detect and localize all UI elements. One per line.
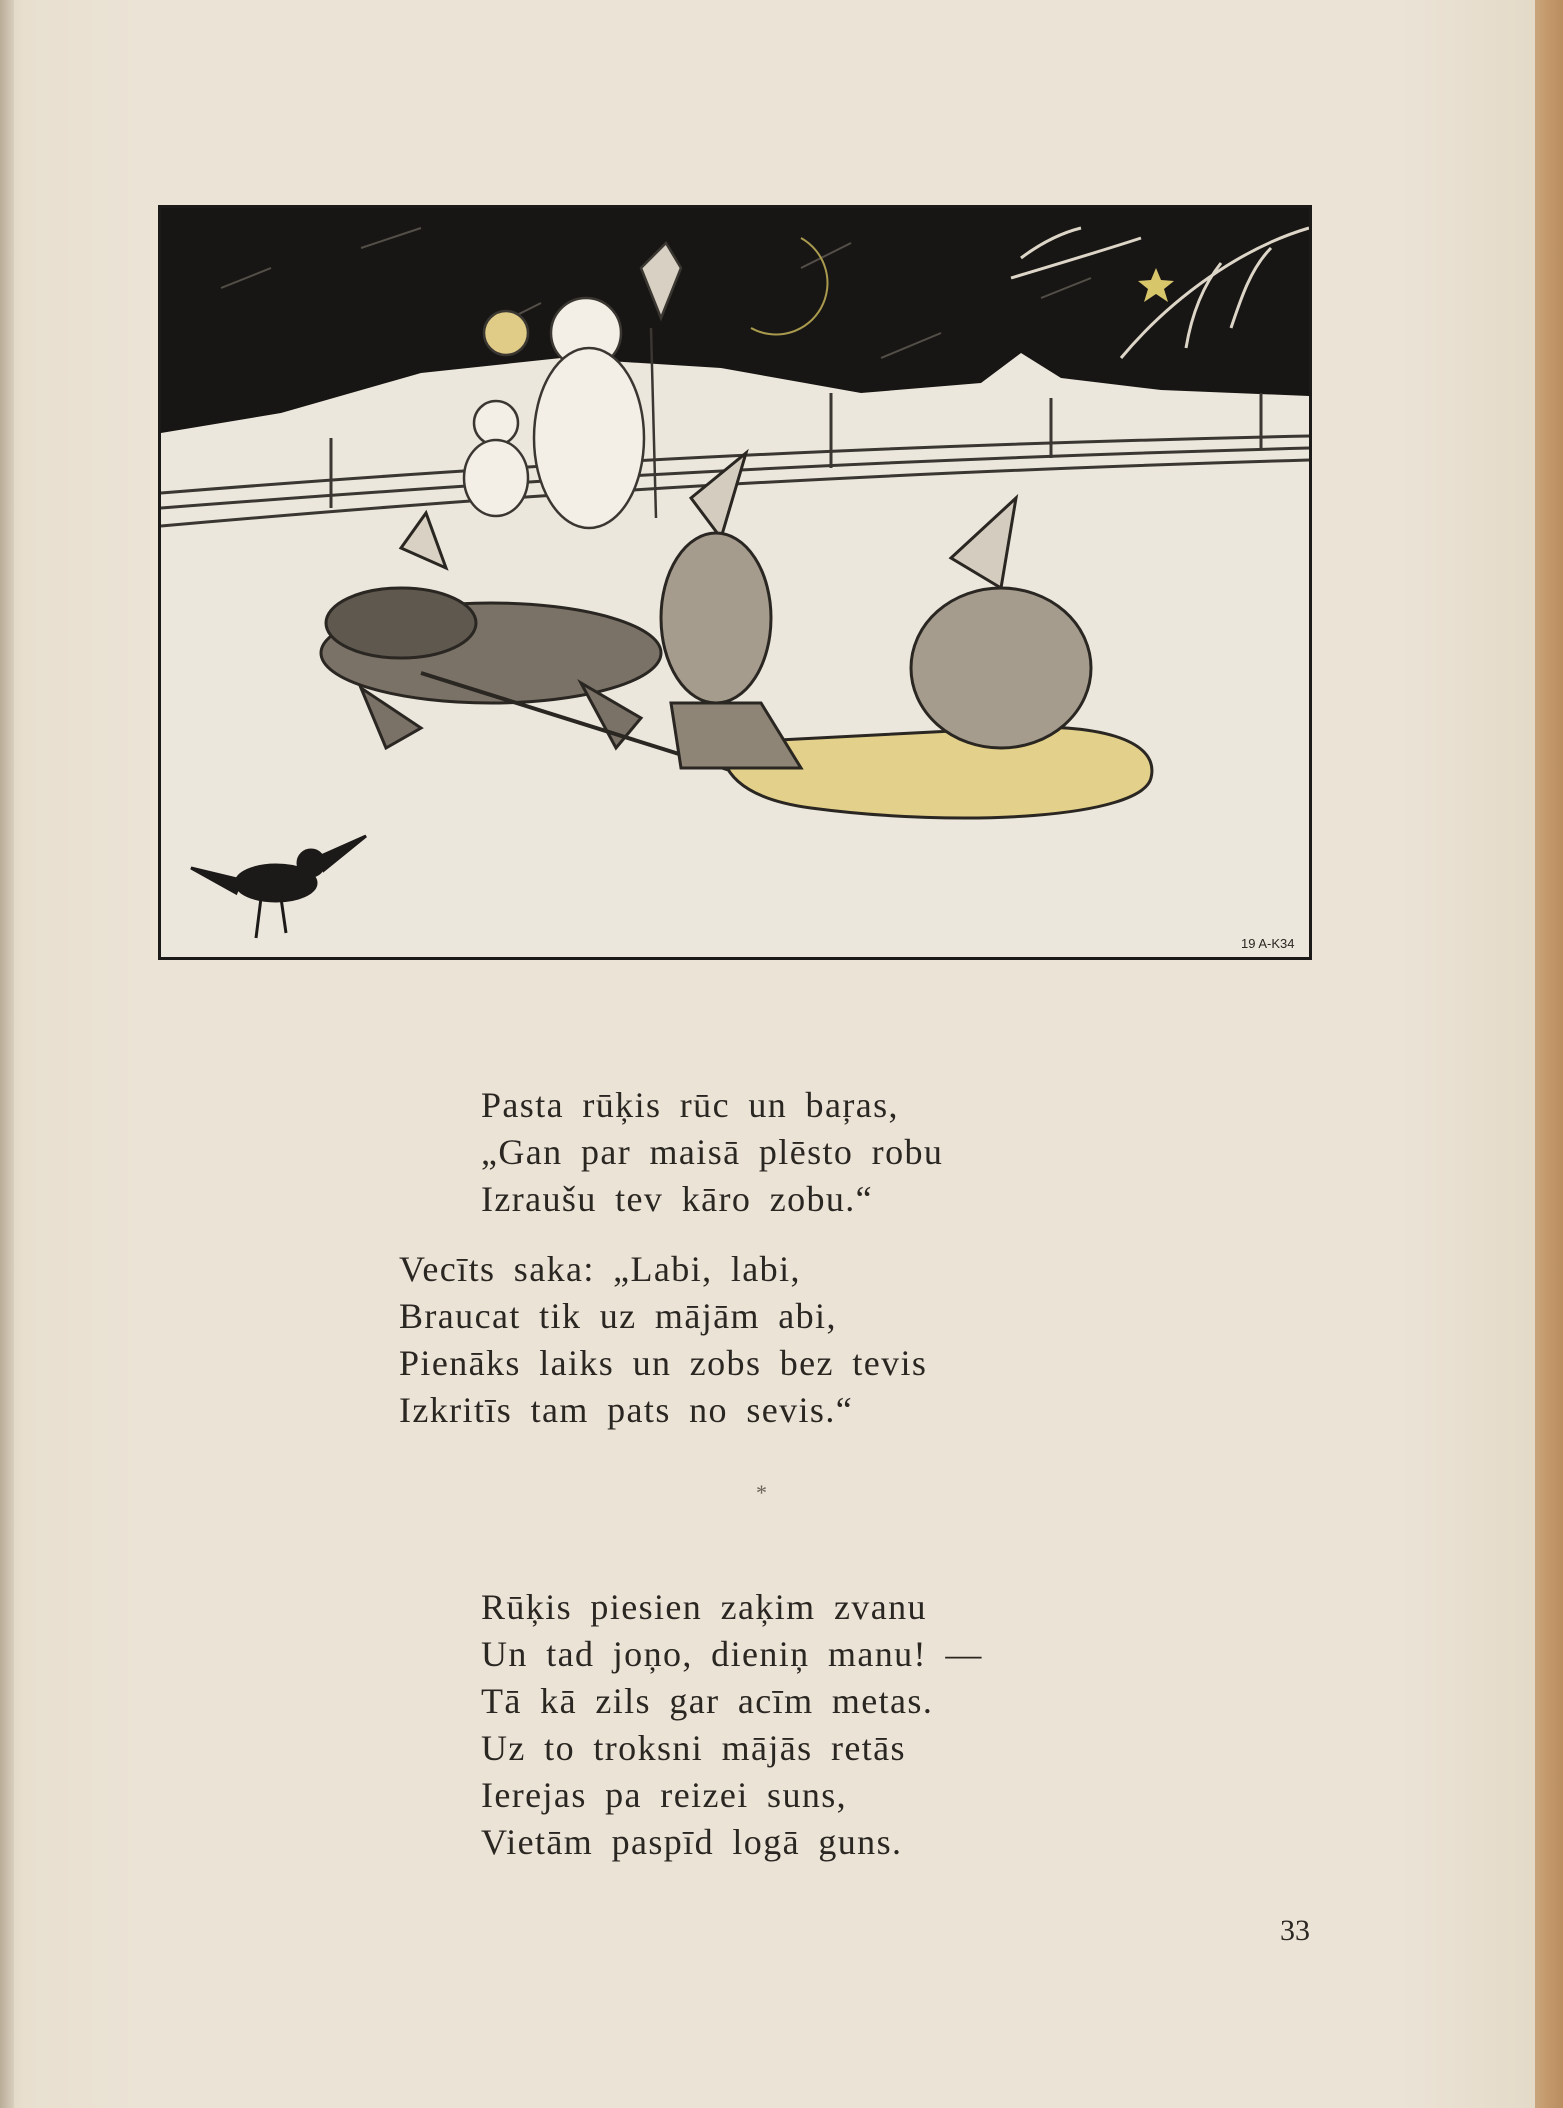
verse-line: Un tad joņo, dieniņ manu! — [481,1634,983,1674]
verse-line: Vietām paspīd logā guns. [481,1822,903,1862]
page-number: 33 [1280,1914,1310,1947]
small-snowman [464,401,528,516]
winter-illustration [158,205,1312,960]
verse-line: Braucat tik uz mājām abi, [399,1296,837,1336]
stanza [399,1246,927,1434]
stanza [481,1584,983,1866]
verse-line: Rūķis piesien zaķim zvanu [481,1587,927,1627]
stanza-separator: * [756,1480,767,1505]
verse-line: Izkritīs tam pats no sevis.“ [399,1390,854,1430]
verse-line: Pasta rūķis rūc un baŗas, [481,1085,899,1125]
verse-line: Vecīts saka: „Labi, labi, [399,1249,801,1289]
verse-line: Izraušu tev kāro zobu.“ [481,1179,874,1219]
verse-line: Ierejas pa reizei suns, [481,1775,848,1815]
verse-line: Pienāks laiks un zobs bez tevis [399,1343,928,1383]
verse-line: „Gan par maisā plēsto robu [481,1132,944,1172]
page-edge [1535,0,1563,2108]
verse-line: Tā kā zils gar acīm metas. [481,1681,934,1721]
artist-signature: 19 A-K34 [1241,936,1295,951]
page-spine-shadow [0,0,14,2108]
verse-line: Uz to troksni mājās retās [481,1728,906,1768]
stanza [481,1082,943,1223]
